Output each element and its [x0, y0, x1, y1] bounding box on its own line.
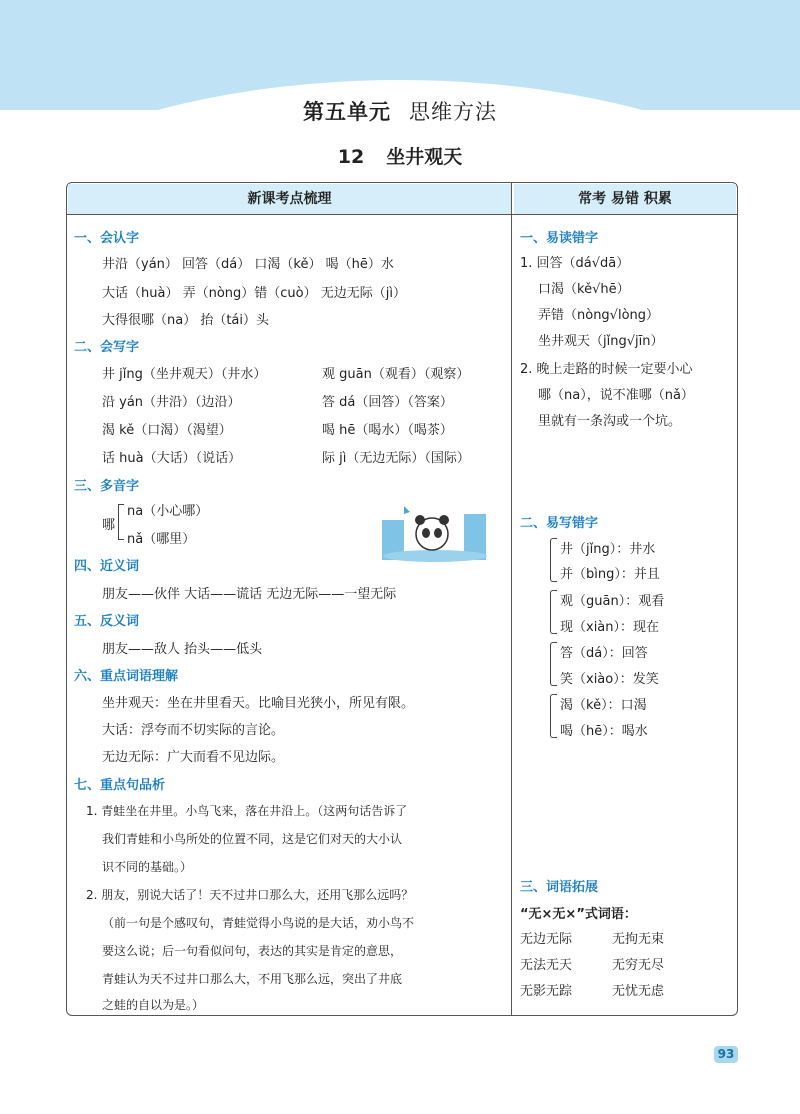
- section-title-polyphone: 三、多音字: [74, 479, 140, 494]
- sentence-line: 青蛙认为天不过井口那么大，不用飞那么远，突出了井底: [102, 972, 403, 986]
- pair-brace: [550, 590, 557, 634]
- misread-line: 坐井观天（jǐng√jīn）: [538, 334, 664, 349]
- polyphone-reading: na（小心哪）: [127, 504, 209, 519]
- expansion-word: 无法无天: [520, 958, 573, 973]
- page-number: 93: [714, 1046, 738, 1063]
- miswrite-item: 渴（kě）：口渴: [560, 698, 647, 713]
- sentence-line: 识不同的基础。）: [102, 860, 193, 874]
- expansion-word: 无影无踪: [520, 984, 573, 999]
- miswrite-item: 观（guān）：观看: [560, 594, 665, 609]
- expansion-word: 无边无际: [520, 932, 573, 947]
- section-title-recognize: 一、会认字: [74, 231, 140, 246]
- key-word-line: 坐井观天：坐在井里看天。比喻目光狭小，所见有限。: [102, 696, 415, 711]
- write-item: 话 huà（大话）（说话）: [102, 451, 242, 466]
- section-title-antonyms: 五、反义词: [74, 614, 140, 629]
- right-column-header: 常考 易错 积累: [514, 184, 736, 214]
- misread-line: 口渴（kě√hē）: [538, 282, 630, 297]
- expansion-word: 无忧无虑: [612, 984, 665, 999]
- expansion-word: 无穷无尽: [612, 958, 665, 973]
- expansion-word: 无拘无束: [612, 932, 665, 947]
- left-column-header: 新课考点梳理: [68, 184, 511, 214]
- sentence-line: 1. 青蛙坐在井里。小鸟飞来，落在井沿上。（这两句话告诉了: [86, 804, 408, 818]
- recognize-line: 井沿（yán） 回答（dá） 口渴（kě） 喝（hē）水: [102, 257, 394, 272]
- column-divider: [511, 182, 512, 1016]
- sentence-line: 我们青蛙和小鸟所处的位置不同，这是它们对天的大小认: [102, 832, 403, 846]
- section-title-write: 二、会写字: [74, 340, 140, 355]
- antonyms-line: 朋友——敌人 抬头——低头: [102, 642, 263, 657]
- miswrite-item: 井（jǐng）：井水: [560, 542, 656, 557]
- miswrite-item: 笑（xiào）：发笑: [560, 672, 659, 687]
- section-title-misread: 一、易读错字: [520, 231, 599, 246]
- lesson-name: 坐井观天: [386, 146, 463, 168]
- header-divider: [67, 214, 737, 215]
- misread-line: 里就有一条沟或一个坑。: [538, 414, 682, 429]
- section-title-key-sentences: 七、重点句品析: [74, 778, 166, 793]
- write-item: 观 guān（观看）（观察）: [322, 367, 470, 382]
- sentence-line: 之蛙的自以为是。）: [102, 998, 205, 1012]
- sentence-line: 要这么说；后一句看似问句，表达的其实是肯定的意思，: [102, 944, 403, 958]
- misread-line: 2. 晚上走路的时候一定要小心: [520, 362, 693, 377]
- section-title-synonyms: 四、近义词: [74, 559, 140, 574]
- pair-brace: [550, 694, 557, 738]
- synonyms-line: 朋友——伙伴 大话——谎话 无边无际——一望无际: [102, 587, 397, 602]
- section-title-word-expansion: 三、词语拓展: [520, 880, 599, 895]
- miswrite-item: 现（xiàn）：现在: [560, 620, 660, 635]
- polyphone-char: 哪: [102, 518, 116, 533]
- key-word-line: 大话：浮夸而不切实际的言论。: [102, 723, 285, 738]
- sentence-line: 2. 朋友，别说大话了！天不过井口那么大，还用飞那么远吗？: [86, 888, 414, 902]
- lesson-number: 12: [337, 146, 365, 168]
- write-item: 渴 kě（口渴）（渴望）: [102, 423, 232, 438]
- recognize-line: 大话（huà） 弄（nòng）错（cuò） 无边无际（jì）: [102, 286, 406, 301]
- key-word-line: 无边无际：广大而看不见边际。: [102, 750, 285, 765]
- polyphone-brace: [118, 504, 124, 540]
- miswrite-item: 答（dá）：回答: [560, 646, 648, 661]
- section-title-key-words: 六、重点词语理解: [74, 669, 179, 684]
- misread-line: 弄错（nòng√lòng）: [538, 308, 660, 323]
- sentence-line: （前一句是个感叹句，青蛙觉得小鸟说的是大话，劝小鸟不: [102, 916, 415, 930]
- lesson-title: [0, 142, 800, 169]
- pair-brace: [550, 642, 557, 686]
- miswrite-item: 喝（hē）：喝水: [560, 724, 648, 739]
- polyphone-reading: nǎ（哪里）: [127, 532, 196, 547]
- write-item: 答 dá（回答）（答案）: [322, 395, 453, 410]
- write-item: 沿 yán（井沿）（边沿）: [102, 395, 241, 410]
- write-item: 喝 hē（喝水）（喝茶）: [322, 423, 453, 438]
- section-title-miswrite: 二、易写错字: [520, 516, 599, 531]
- write-item: 际 jì（无边无际）（国际）: [322, 451, 470, 466]
- misread-line: 1. 回答（dá√dā）: [520, 256, 630, 271]
- write-item: 井 jǐng（坐井观天）（井水）: [102, 367, 267, 382]
- recognize-line: 大得很哪（na） 抬（tái）头: [102, 313, 270, 328]
- unit-label: 第五单元: [303, 100, 391, 124]
- misread-line: 哪（na），说不准哪（nǎ）: [538, 388, 694, 403]
- miswrite-item: 并（bìng）：并且: [560, 567, 660, 582]
- word-expansion-intro: “无×无×”式词语：: [520, 907, 637, 922]
- panda-illustration: [380, 500, 490, 562]
- unit-title: [0, 96, 800, 126]
- top-decoration-band: [0, 0, 800, 110]
- pair-brace: [550, 538, 557, 582]
- unit-topic: 思维方法: [409, 100, 497, 124]
